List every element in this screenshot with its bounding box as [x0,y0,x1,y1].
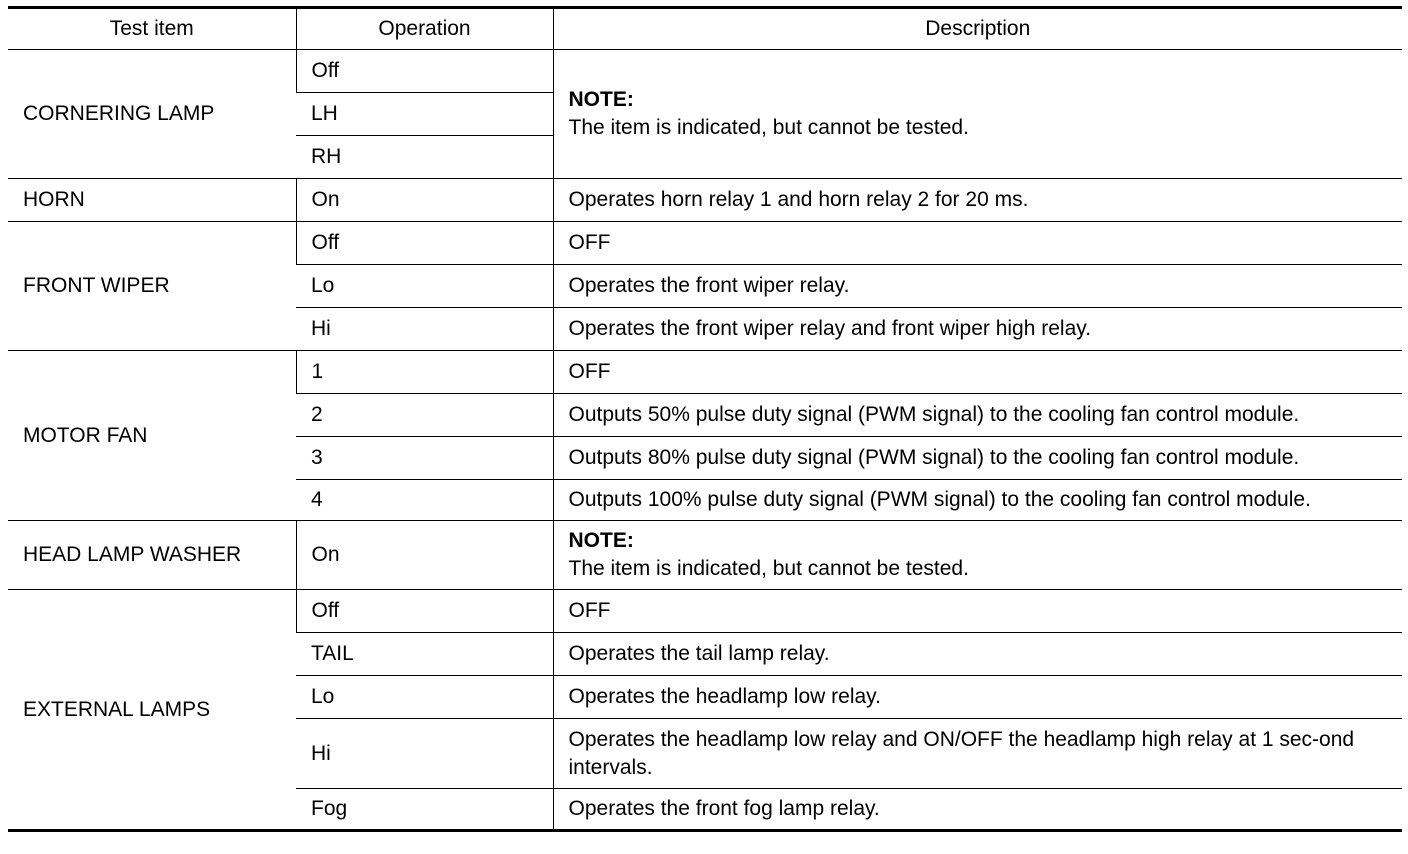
test-item-motor-fan: MOTOR FAN [8,351,296,521]
description-cell [553,50,1402,179]
operation-cell: Off [296,50,553,93]
operation-cell: LH [296,93,553,136]
operation-cell: TAIL [296,633,553,676]
operation-cell: Off [296,590,553,633]
operation-cell: RH [296,136,553,179]
description-cell [553,521,1402,590]
operation-cell: Off [296,222,553,265]
description-cell: Outputs 80% pulse duty signal (PWM signal) to the cooling fan control module. [553,437,1402,480]
operation-cell: Hi [296,308,553,351]
description-cell: OFF [553,222,1402,265]
note-text: The item is indicated, but cannot be tested. [568,116,969,139]
description-cell: OFF [553,590,1402,633]
description-cell: Operates the tail lamp relay. [553,633,1402,676]
table-row [8,50,1402,93]
operation-cell: 3 [296,437,553,480]
note-text: The item is indicated, but cannot be tested. [568,557,969,580]
test-item-cornering-lamp: CORNERING LAMP [8,50,296,179]
header-description: Description [553,8,1402,50]
test-item-horn: HORN [8,179,296,222]
operation-cell: Lo [296,265,553,308]
table-row [8,351,1402,394]
note-label: NOTE: [568,529,634,552]
table-row [8,590,1402,633]
description-cell: Operates the headlamp low relay and ON/OFF the headlamp high relay at 1 sec-ond intervals. [553,719,1402,789]
test-item-head-lamp-washer: HEAD LAMP WASHER [8,521,296,590]
operation-cell: Lo [296,676,553,719]
operation-cell: 1 [296,351,553,394]
operation-cell: Hi [296,719,553,789]
header-row [8,8,1402,50]
table-row [8,521,1402,590]
operation-cell: On [296,521,553,590]
operation-cell: 2 [296,394,553,437]
active-test-table [8,6,1402,832]
description-cell: Operates the front wiper relay and front wiper high relay. [553,308,1402,351]
operation-cell: 4 [296,480,553,521]
description-cell: Operates the front fog lamp relay. [553,789,1402,831]
test-item-external-lamps: EXTERNAL LAMPS [8,590,296,831]
table-row [8,222,1402,265]
description-cell: Operates the headlamp low relay. [553,676,1402,719]
header-operation: Operation [296,8,553,50]
description-cell: Operates horn relay 1 and horn relay 2 for 20 ms. [553,179,1402,222]
description-cell: Operates the front wiper relay. [553,265,1402,308]
table-row [8,179,1402,222]
description-cell: Outputs 100% pulse duty signal (PWM signal) to the cooling fan control module. [553,480,1402,521]
description-cell: OFF [553,351,1402,394]
description-cell: Outputs 50% pulse duty signal (PWM signal) to the cooling fan control module. [553,394,1402,437]
test-item-front-wiper: FRONT WIPER [8,222,296,351]
note-label: NOTE: [568,88,634,111]
header-test-item: Test item [8,8,296,50]
operation-cell: On [296,179,553,222]
operation-cell: Fog [296,789,553,831]
